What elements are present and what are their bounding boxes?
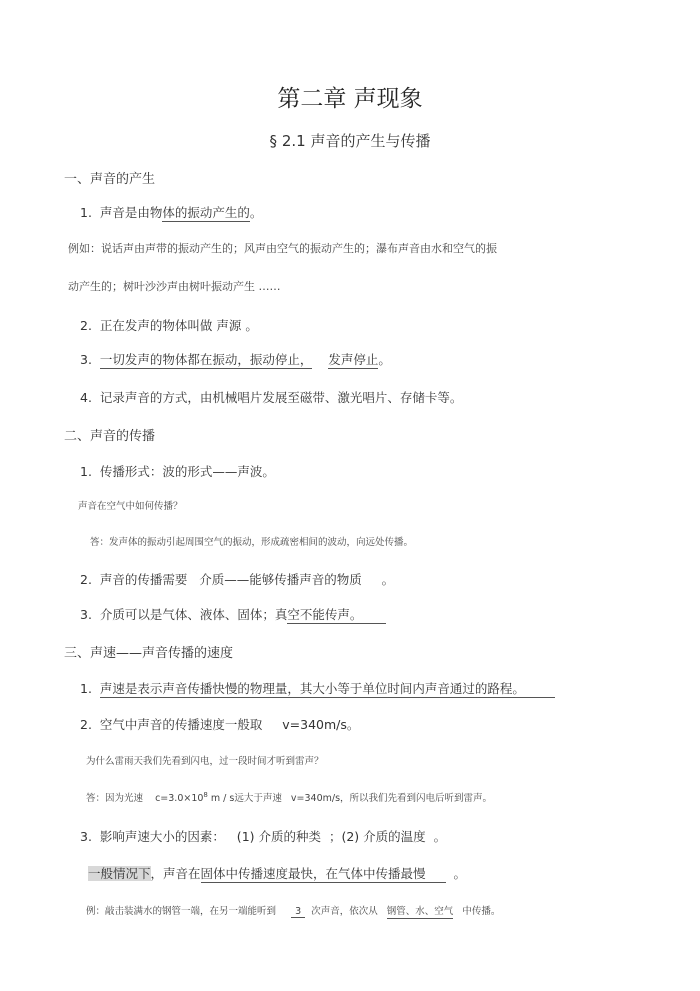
section-heading-3: 三、声速——声音传播的速度 — [64, 646, 234, 661]
exponent: 8 — [203, 790, 208, 799]
item-text: 声音是由物 — [99, 205, 163, 220]
item-text: 传播形式：波的形式——声波。 — [99, 464, 275, 479]
item-text: 。 — [378, 352, 391, 367]
item-number: 3. — [80, 607, 92, 622]
item-text: ，声音在 — [150, 866, 201, 881]
underlined-answer: 3 — [291, 906, 305, 918]
underlined-answer: 发声停止 — [328, 352, 379, 367]
s1-item-1 — [80, 203, 262, 221]
s3-question: 为什么雷雨天我们先看到闪电，过一段时间才听到雷声？ — [86, 756, 324, 767]
item-text: 影响声速大小的因素： (1) 介质的种类 ；(2) 介质的温度 。 — [99, 829, 447, 844]
item-number: 2. — [80, 717, 92, 732]
underlined-answer: 声速是表示声音传播快慢的物理量，其大小等于单位时间内声音通过的路程。 — [100, 681, 555, 698]
s2-item-2 — [80, 570, 394, 588]
s1-item-4 — [80, 388, 462, 406]
item-text: 声音的传播需要 介质——能够传播声音的物质 。 — [99, 572, 395, 587]
answer-text: 答：因为光速 c=3.0×10 — [86, 793, 204, 804]
item-text: 空气中声音的传播速度一般取 v=340m/s。 — [99, 717, 360, 732]
item-number: 2. — [80, 572, 92, 587]
section-heading-1: 一、声音的产生 — [64, 172, 156, 187]
underlined-answer: 固体中传播速度最快，在气体中传播最慢 — [201, 866, 446, 883]
s3-item-4 — [88, 864, 466, 882]
example-text: 中传播。 — [453, 906, 501, 917]
example-text: 例：敲击装满水的钢管一端，在另一端能听到 — [86, 906, 292, 917]
chapter-title: 第二章 声现象 — [277, 86, 423, 112]
highlighted-text: 一般情况下 — [88, 866, 151, 881]
item-number: 3. — [80, 829, 92, 844]
item-number: 1. — [80, 681, 92, 696]
s1-example-line-1: 例如：说话声由声带的振动产生的；风声由空气的振动产生的；瀑布声音由水和空气的振 — [68, 242, 497, 255]
item-number: 4. — [80, 390, 92, 405]
s3-example — [86, 903, 500, 917]
section-heading-2: 二、声音的传播 — [64, 429, 156, 444]
s3-item-3 — [80, 827, 446, 845]
item-text: 记录声音的方式，由机械唱片发展至磁带、激光唱片、存储卡等。 — [99, 390, 463, 405]
gap — [312, 352, 328, 367]
answer-text: m / s远大于声速 v=340m/s，所以我们先看到闪电后听到雷声。 — [207, 793, 493, 804]
s2-answer: 答：发声体的振动引起周围空气的振动，形成疏密相间的波动，向远处传播。 — [90, 537, 414, 548]
section-title: § 2.1 声音的产生与传播 — [269, 132, 431, 150]
underlined-answer: 一切发声的物体都在振动，振动停止， — [99, 352, 313, 367]
item-number: 1. — [80, 205, 92, 220]
item-number: 2. — [80, 318, 92, 333]
underlined-answer: 体的振动产生的 — [162, 205, 250, 220]
s3-answer — [86, 790, 492, 804]
item-text: 。 — [445, 866, 466, 881]
s1-example-line-2: 动产生的；树叶沙沙声由树叶振动产生 …… — [68, 280, 281, 293]
s2-item-3 — [80, 605, 386, 623]
underlined-answer: 钢管、水、空气 — [386, 906, 454, 917]
example-text: 次声音，依次从 — [305, 906, 387, 917]
item-text: 介质可以是气体、液体、固体；真 — [99, 607, 288, 622]
s1-item-3 — [80, 350, 391, 368]
item-text: 。 — [249, 205, 263, 220]
s2-question: 声音在空气中如何传播？ — [78, 501, 183, 512]
underlined-answer: 空不能传声。 — [287, 607, 386, 624]
item-number: 1. — [80, 464, 92, 479]
s2-item-1 — [80, 462, 275, 480]
s3-item-2 — [80, 715, 359, 733]
s1-item-2 — [80, 316, 258, 334]
item-number: 3. — [80, 352, 92, 367]
s3-item-1 — [80, 679, 555, 697]
item-text: 正在发声的物体叫做 声源 。 — [99, 318, 258, 333]
